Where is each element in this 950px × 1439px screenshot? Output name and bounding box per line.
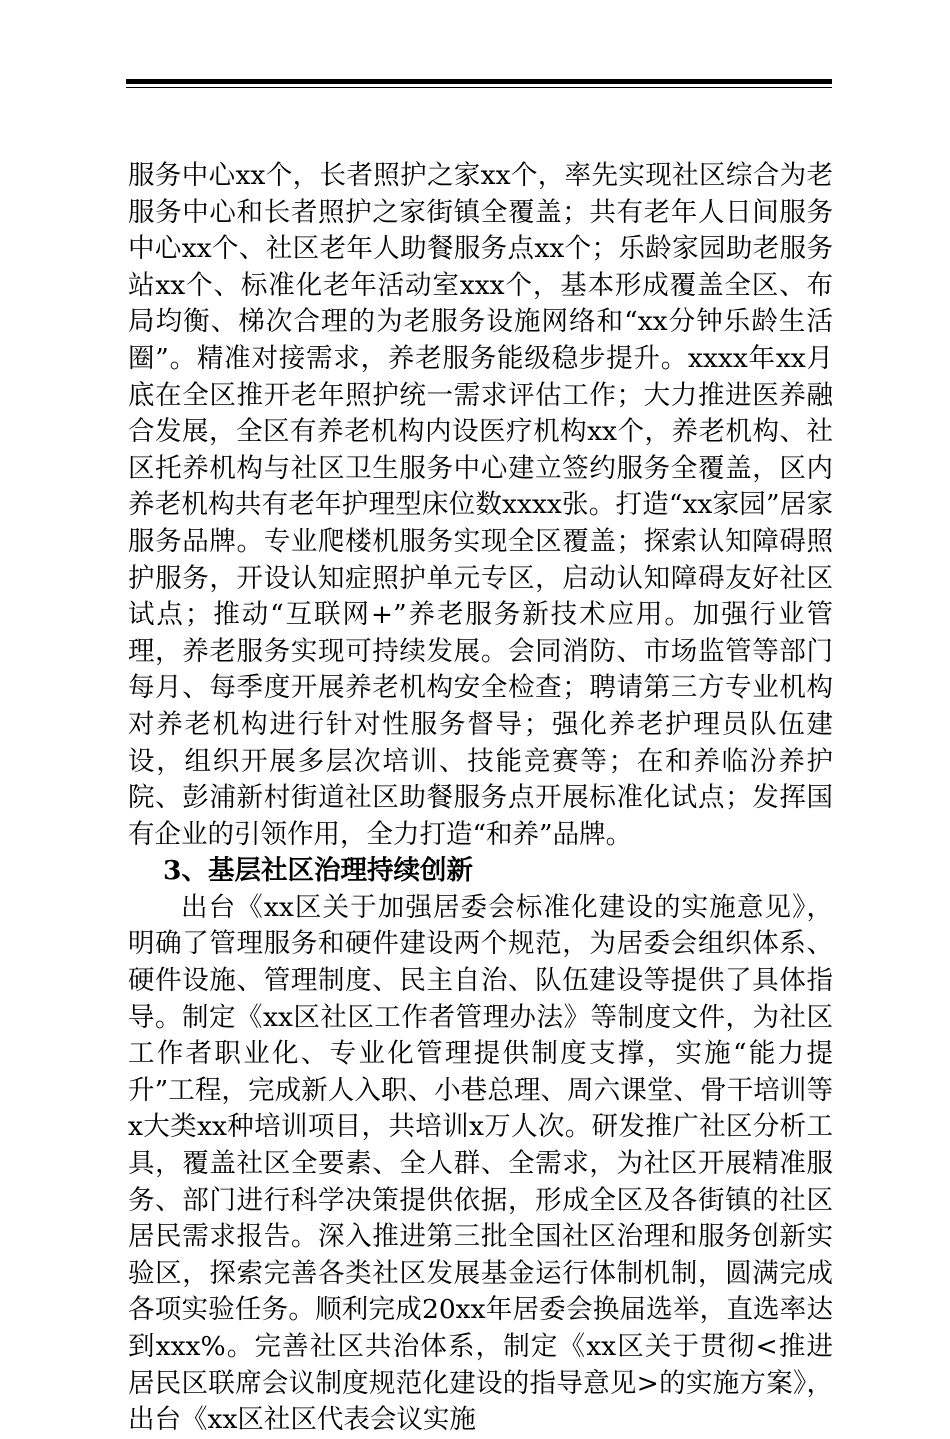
header-double-rule-thin: [126, 87, 832, 88]
body-paragraph: 出台《xx区关于加强居委会标准化建设的实施意见》，明确了管理服务和硬件建设两个规范，为居委会组织体系、硬件设施、管理制度、民主自治、队伍建设等提供了具体指导。制定《xx区社区工作者管理办法》等制度文件，为社区工作者职业化、专业化管理提供制度支撑，实施“能力提升”工程，完成新人入职、小巷总理、周六课堂、骨干培训等x大类xx种培训项目，共培训x万人次。研发推广社区分析工具，覆盖社区全要素、全人群、全需求，为社区开展精准服务、部门进行科学决策提供依据，形成全区及各街镇的社区居民需求报告。深入推进第三批全国社区治理和服务创新实验区，探索完善各类社区发展基金运行体制机制，圆满完成各项实验任务。顺利完成20xx年居委会换届选举，直选率达到xxx%。完善社区共治体系，制定《xx区关于贯彻<推进居民区联席会议制度规范化建设的指导意见>的实施方案》，出台《xx区社区代表会议实施: [128, 891, 833, 1436]
body-paragraph-continued: 服务中心xx个，长者照护之家xx个，率先实现社区综合为老服务中心和长者照护之家街镇全覆盖；共有老年人日间服务中心xx个、社区老年人助餐服务点xx个；乐龄家园助老服务站xx个、标准化老年活动室xxx个，基本形成覆盖全区、布局均衡、梯次合理的为老服务设施网络和“xx分钟乐龄生活圈”。精准对接需求，养老服务能级稳步提升。xxxx年xx月底在全区推开老年照护统一需求评估工作；大力推进医养融合发展，全区有养老机构内设医疗机构xx个，养老机构、社区托养机构与社区卫生服务中心建立签约服务全覆盖，区内养老机构共有老年护理型床位数xxxx张。打造“xx家园”居家服务品牌。专业爬楼机服务实现全区覆盖；探索认知障碍照护服务，开设认知症照护单元专区，启动认知障碍友好社区试点；推动“互联网+”养老服务新技术应用。加强行业管理，养老服务实现可持续发展。会同消防、市场监管等部门每月、每季度开展养老机构安全检查；聘请第三方专业机构对养老机构进行针对性服务督导；强化养老护理员队伍建设，组织开展多层次培训、技能竞赛等；在和养临汾养护院、彭浦新村街道社区助餐服务点开展标准化试点；发挥国有企业的引领作用，全力打造“和养”品牌。: [128, 160, 833, 850]
section-heading: 3、基层社区治理持续创新: [163, 855, 473, 887]
document-body: [128, 158, 833, 1439]
header-double-rule-thick: [126, 79, 832, 84]
